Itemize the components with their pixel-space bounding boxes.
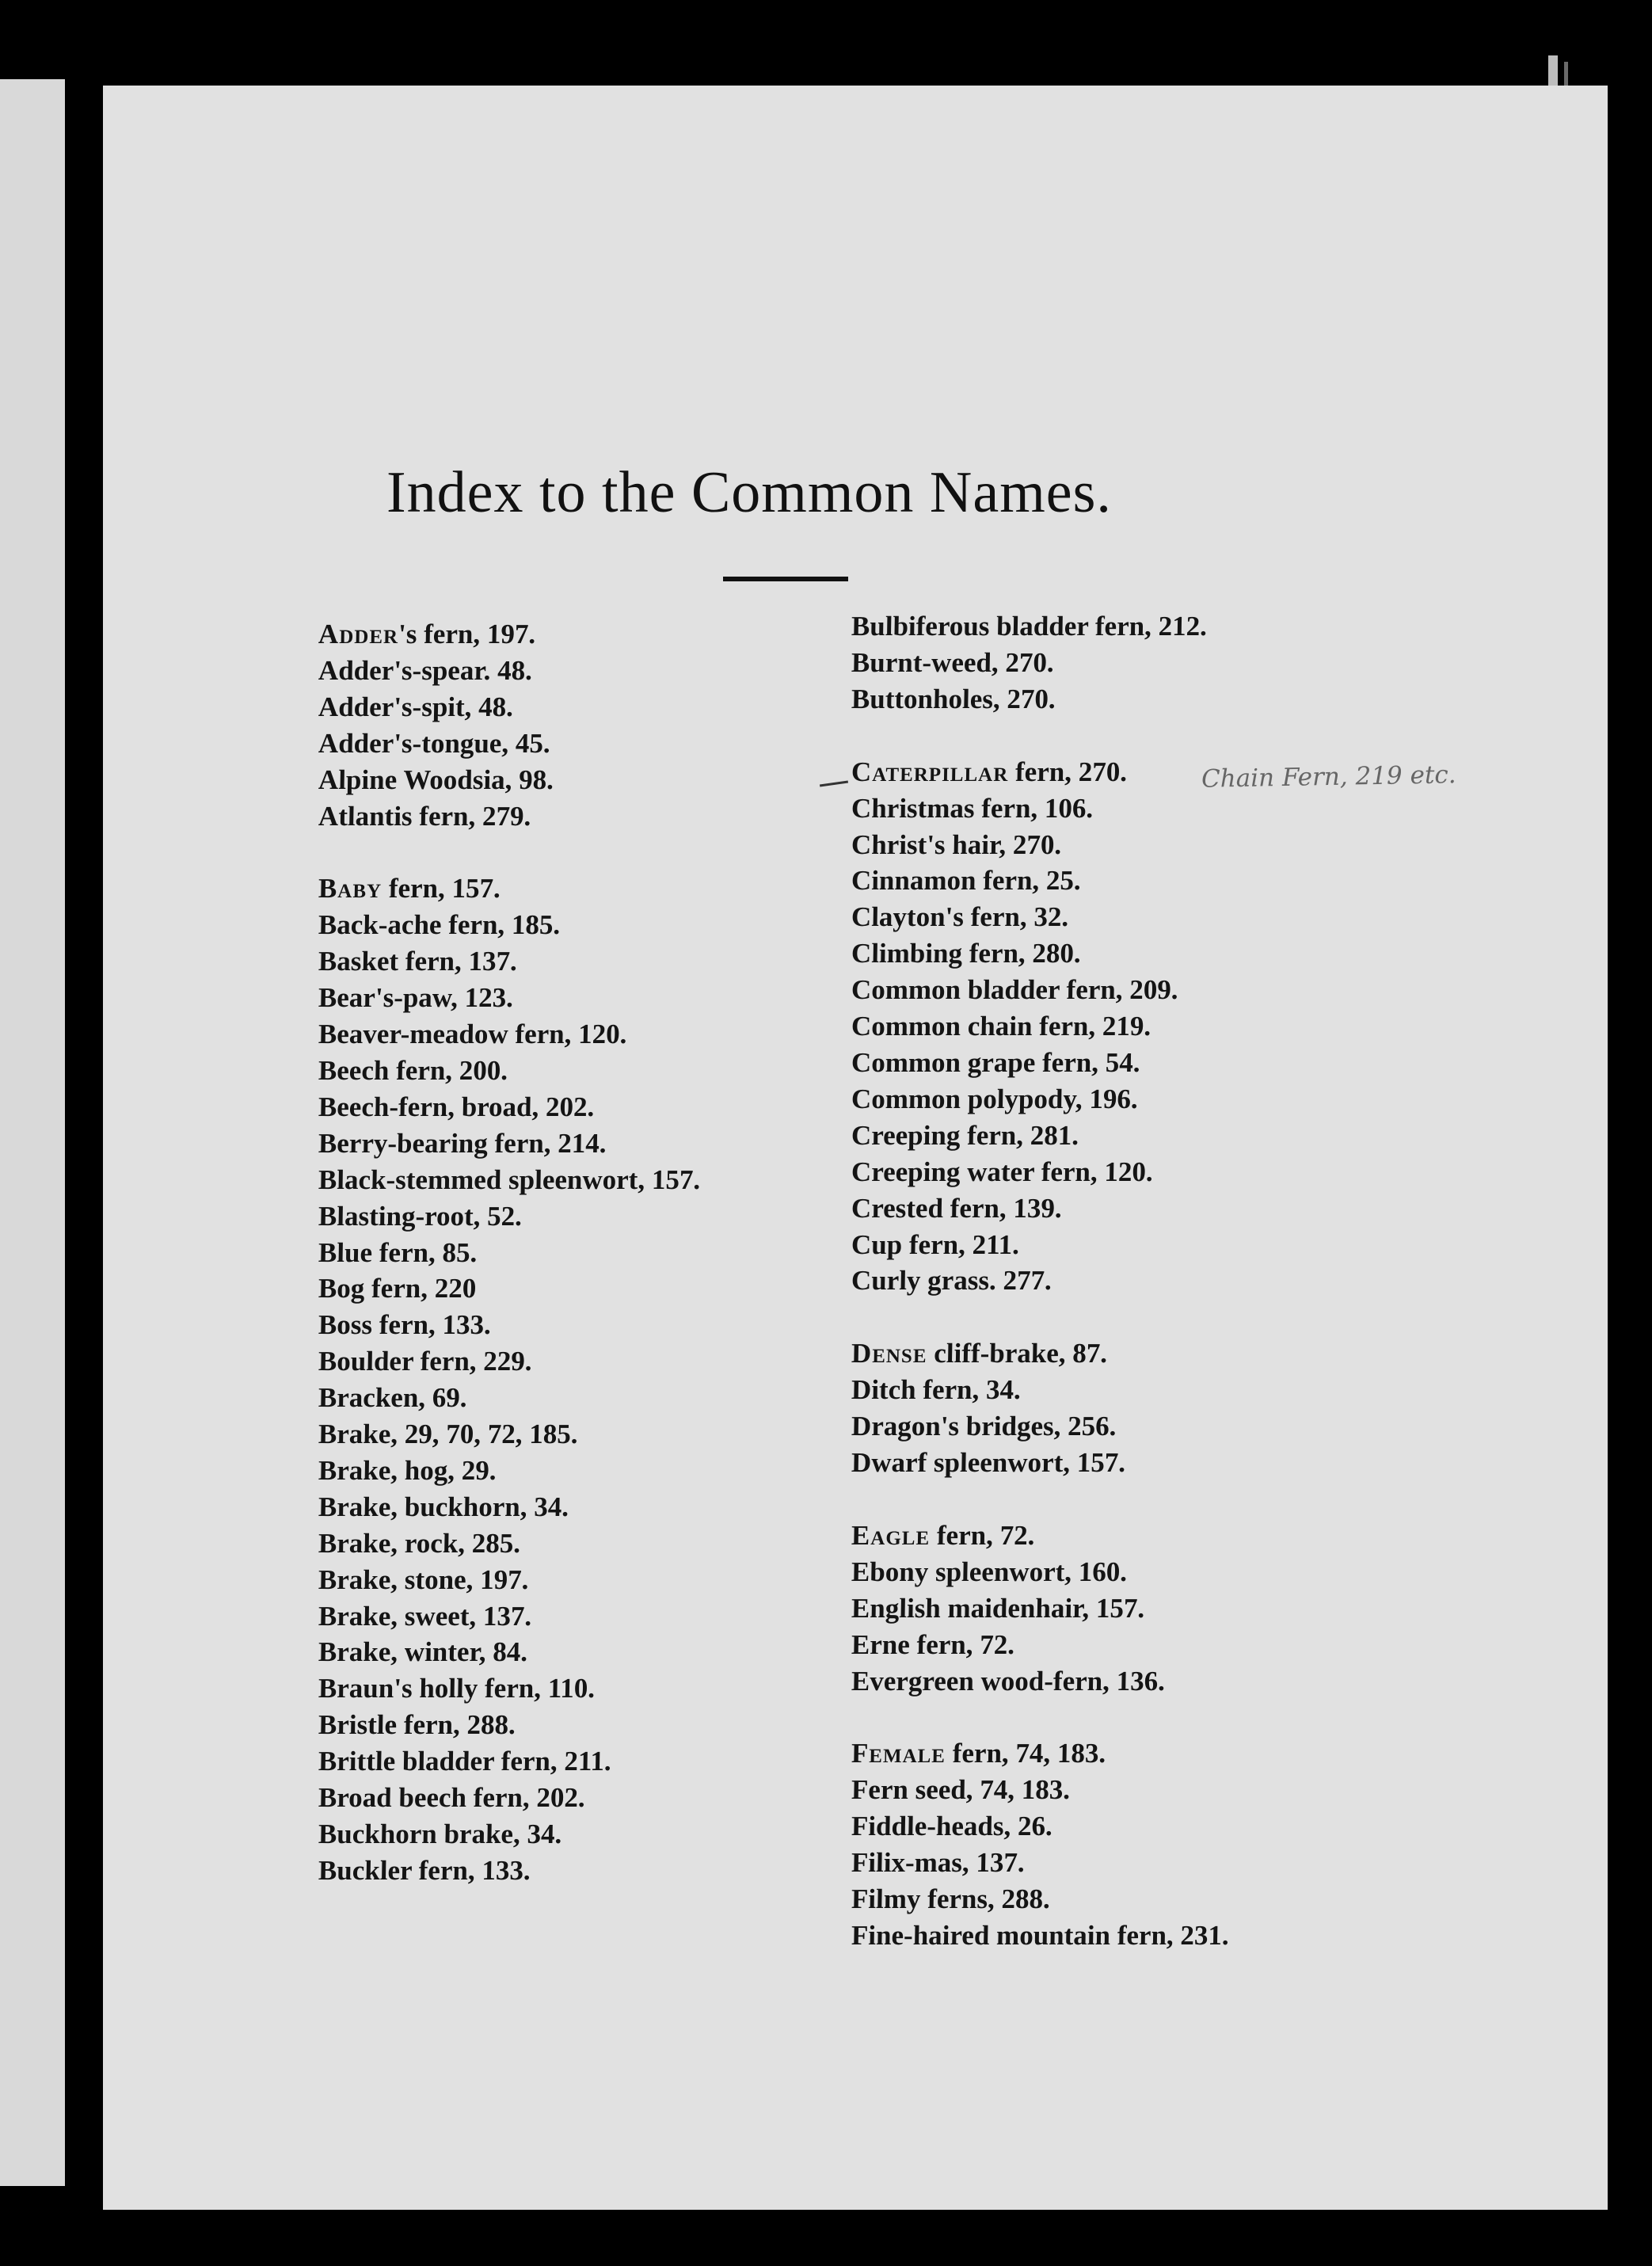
index-entry xyxy=(318,1416,701,1453)
index-entry xyxy=(851,681,1230,718)
index-entry xyxy=(851,1045,1230,1081)
index-column-right xyxy=(851,608,1229,1954)
title-rule xyxy=(723,577,848,581)
index-entry-lead: Eagle xyxy=(851,1519,931,1551)
index-entry xyxy=(851,972,1230,1008)
index-entry xyxy=(851,1335,1230,1372)
index-entry-text: Boss fern, 133. xyxy=(318,1309,492,1341)
index-entry-text: Cinnamon fern, 25. xyxy=(851,865,1082,897)
index-entry-text: Brake, rock, 285. xyxy=(318,1527,521,1559)
index-entry-text: Filmy ferns, 288. xyxy=(851,1883,1051,1915)
index-entry-lead: Adder xyxy=(318,619,399,649)
letter-group-gap xyxy=(851,1699,1229,1735)
letter-group-gap xyxy=(318,834,700,870)
index-entry xyxy=(318,762,701,798)
index-entry-text: Evergreen wood-fern, 136. xyxy=(851,1665,1166,1697)
index-entry xyxy=(851,790,1230,827)
index-entry xyxy=(318,1489,701,1525)
index-entry-text: Filix-mas, 137. xyxy=(851,1847,1026,1879)
index-entry-text: Beaver-meadow fern, 120. xyxy=(318,1019,627,1050)
index-entry xyxy=(318,1598,701,1635)
index-entry-text: Black-stemmed spleenwort, 157. xyxy=(318,1163,701,1195)
index-entry xyxy=(318,1162,701,1198)
index-entry-text: Adder's-spit, 48. xyxy=(318,691,514,722)
index-entry xyxy=(318,1016,701,1053)
index-entry xyxy=(851,1881,1230,1918)
index-entry xyxy=(318,980,701,1016)
previous-page-edge xyxy=(0,79,65,2186)
index-entry-lead: Baby xyxy=(318,873,383,904)
index-entry xyxy=(851,1190,1230,1227)
index-entry xyxy=(318,1270,701,1307)
index-entry-text: Buckhorn brake, 34. xyxy=(318,1819,562,1849)
index-entry-text: Clayton's fern, 32. xyxy=(851,901,1069,933)
index-entry-text: Cup fern, 211. xyxy=(851,1228,1020,1260)
index-entry-text: Christmas fern, 106. xyxy=(851,792,1094,824)
index-entry-text: Common grape fern, 54. xyxy=(851,1046,1140,1078)
index-entry xyxy=(318,1235,701,1271)
index-entry-text: Bear's-paw, 123. xyxy=(318,982,514,1014)
index-entry-text: Adder's-tongue, 45. xyxy=(318,727,551,759)
index-entry-text: Berry-bearing fern, 214. xyxy=(318,1127,607,1159)
index-entry xyxy=(318,1743,701,1780)
index-entry-text: Ditch fern, 34. xyxy=(851,1374,1022,1406)
index-entry-text: Brake, winter, 84. xyxy=(318,1636,528,1668)
index-entry-lead: Female xyxy=(851,1738,946,1769)
index-entry-text: Atlantis fern, 279. xyxy=(318,800,531,832)
index-entry-text: Back-ache fern, 185. xyxy=(318,909,561,941)
index-entry-text: English maidenhair, 157. xyxy=(851,1592,1145,1624)
index-entry-text: Creeping water fern, 120. xyxy=(851,1156,1154,1187)
index-entry xyxy=(318,798,701,835)
index-entry xyxy=(318,726,701,762)
index-entry-text: Dragon's bridges, 256. xyxy=(851,1411,1117,1442)
index-entry xyxy=(851,645,1230,681)
index-entry xyxy=(851,1663,1230,1700)
index-entry xyxy=(318,1125,701,1162)
index-entry xyxy=(318,1670,701,1707)
index-entry xyxy=(851,1227,1230,1263)
letter-group-gap xyxy=(851,718,1229,754)
index-entry xyxy=(851,1445,1230,1481)
index-entry-text: Adder's-spear. 48. xyxy=(318,654,533,686)
index-entry-text: Common polypody, 196. xyxy=(851,1083,1139,1114)
page-title: Index to the Common Names. xyxy=(386,460,1112,525)
index-entry-text: Burnt-weed, 270. xyxy=(851,646,1055,678)
index-entry xyxy=(851,1118,1230,1154)
index-entry-text: Ebony spleenwort, 160. xyxy=(851,1556,1128,1587)
index-entry xyxy=(851,1008,1230,1045)
index-entry xyxy=(318,1380,701,1416)
index-entry xyxy=(318,1853,701,1889)
index-entry xyxy=(851,1154,1230,1190)
index-entry-text: 's fern, 197. xyxy=(398,619,536,649)
index-column-left xyxy=(318,616,700,1889)
index-entry-text: Brittle bladder fern, 211. xyxy=(318,1746,612,1777)
index-entry xyxy=(851,1735,1230,1772)
index-entry xyxy=(318,1089,701,1125)
index-entry xyxy=(851,754,1230,790)
index-entry-text: Brake, stone, 197. xyxy=(318,1563,529,1595)
index-entry-text: Bristle fern, 288. xyxy=(318,1709,516,1741)
index-entry-text: Crested fern, 139. xyxy=(851,1192,1063,1224)
index-entry xyxy=(851,827,1230,863)
index-entry-text: Fern seed, 74, 183. xyxy=(851,1774,1071,1806)
handwritten-margin-note: Chain Fern, 219 etc. xyxy=(1201,760,1456,794)
index-entry xyxy=(318,689,701,726)
index-entry-text: Alpine Woodsia, 98. xyxy=(318,764,554,795)
index-entry xyxy=(851,1081,1230,1118)
index-entry-text: fern, 157. xyxy=(381,873,501,904)
index-entry-text: Brake, hog, 29. xyxy=(318,1454,497,1486)
index-entry-text: fern, 270. xyxy=(1008,756,1128,787)
index-entry xyxy=(318,1707,701,1743)
index-entry-text: Beech fern, 200. xyxy=(318,1054,508,1086)
index-entry-text: Brake, buckhorn, 34. xyxy=(318,1491,569,1522)
index-entry-text: Brake, sweet, 137. xyxy=(318,1600,532,1632)
index-entry xyxy=(851,1808,1230,1845)
index-entry-text: Buttonholes, 270. xyxy=(851,683,1056,714)
index-entry xyxy=(851,1627,1230,1663)
index-entry-text: cliff-brake, 87. xyxy=(927,1338,1108,1369)
index-entry-text: Boulder fern, 229. xyxy=(318,1346,532,1377)
index-entry xyxy=(851,1918,1230,1954)
index-entry-text: Broad beech fern, 202. xyxy=(318,1782,586,1814)
index-entry-lead: Caterpillar xyxy=(851,756,1009,787)
index-entry-text: Blasting-root, 52. xyxy=(318,1200,523,1232)
index-entry xyxy=(318,907,701,943)
index-entry xyxy=(318,1053,701,1089)
index-entry xyxy=(318,1634,701,1670)
index-entry xyxy=(318,1816,701,1853)
index-entry xyxy=(318,870,701,907)
letter-group-gap xyxy=(851,1299,1229,1335)
letter-group-gap xyxy=(851,1481,1229,1518)
index-entry-text: Buckler fern, 133. xyxy=(318,1854,531,1886)
index-entry-text: Fiddle-heads, 26. xyxy=(851,1811,1053,1842)
index-entry xyxy=(851,1372,1230,1408)
index-entry-text: Fine-haired mountain fern, 231. xyxy=(851,1920,1230,1951)
index-entry xyxy=(851,899,1230,935)
index-entry xyxy=(851,863,1230,899)
index-entry-text: Brake, 29, 70, 72, 185. xyxy=(318,1419,578,1450)
index-entry xyxy=(318,1780,701,1816)
index-entry xyxy=(318,1562,701,1598)
index-entry-text: Bog fern, 220 xyxy=(318,1273,477,1304)
index-entry xyxy=(851,1845,1230,1881)
index-entry xyxy=(851,935,1230,972)
index-entry xyxy=(851,1772,1230,1808)
index-entry xyxy=(318,1343,701,1380)
index-entry-text: Curly grass. 277. xyxy=(851,1265,1052,1297)
index-entry-text: Christ's hair, 270. xyxy=(851,828,1062,860)
index-entry xyxy=(851,1554,1230,1590)
index-entry xyxy=(851,608,1230,645)
index-entry-text: fern, 74, 183. xyxy=(945,1738,1106,1769)
index-entry-text: Beech-fern, broad, 202. xyxy=(318,1091,595,1122)
index-entry xyxy=(318,1453,701,1489)
index-entry-text: Common chain fern, 219. xyxy=(851,1011,1151,1042)
index-entry xyxy=(318,653,701,689)
index-entry-text: Basket fern, 137. xyxy=(318,946,518,977)
index-entry-text: Blue fern, 85. xyxy=(318,1236,478,1268)
index-entry-text: Dwarf spleenwort, 157. xyxy=(851,1447,1126,1479)
index-entry xyxy=(318,1198,701,1235)
index-entry-text: Bulbiferous bladder fern, 212. xyxy=(851,611,1208,642)
index-entry-text: fern, 72. xyxy=(929,1519,1035,1551)
index-entry-text: Creeping fern, 281. xyxy=(851,1119,1079,1151)
index-entry-text: Climbing fern, 280. xyxy=(851,938,1082,969)
index-entry xyxy=(318,1307,701,1343)
index-entry xyxy=(318,1525,701,1562)
index-entry-text: Erne fern, 72. xyxy=(851,1628,1015,1660)
index-entry xyxy=(851,1518,1230,1554)
index-entry-lead: Dense xyxy=(851,1338,927,1369)
index-entry xyxy=(318,943,701,980)
index-entry-text: Common bladder fern, 209. xyxy=(851,974,1178,1006)
index-entry-text: Bracken, 69. xyxy=(318,1382,467,1414)
index-entry xyxy=(851,1408,1230,1445)
index-entry xyxy=(318,616,701,653)
index-entry-text: Braun's holly fern, 110. xyxy=(318,1673,596,1704)
index-entry xyxy=(851,1262,1230,1299)
index-entry xyxy=(851,1590,1230,1627)
